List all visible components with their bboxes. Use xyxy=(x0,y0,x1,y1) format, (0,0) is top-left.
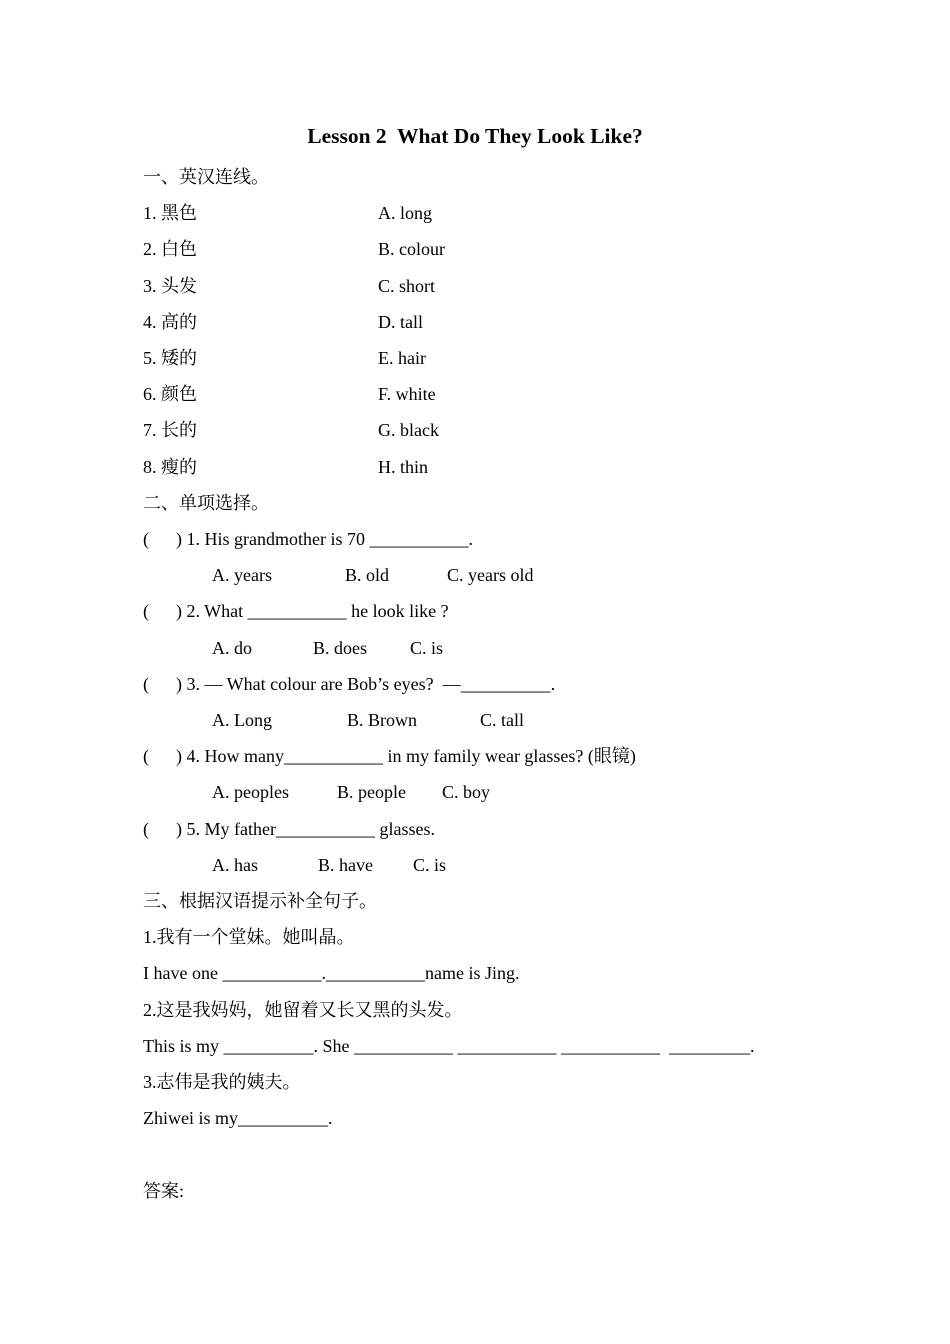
match-chinese-term: 8. 瘦的 xyxy=(143,456,197,477)
section1-heading: 一、英汉连线。 xyxy=(143,167,269,187)
sentence-chinese-prompt: 2.这是我妈妈，她留着又长又黑的头发。 xyxy=(143,999,463,1020)
match-english-option: E. hair xyxy=(378,348,426,369)
match-chinese-term: 3. 头发 xyxy=(143,275,197,296)
option-a: A. has xyxy=(212,854,258,875)
sentence-english-blank: Zhiwei is my__________. xyxy=(143,1108,333,1129)
match-row xyxy=(143,412,900,448)
question-stem: ( ) 1. His grandmother is 70 ___________. xyxy=(143,529,473,550)
question-options xyxy=(212,847,900,883)
match-english-option: C. short xyxy=(378,275,436,296)
question-options xyxy=(212,557,900,593)
question-stem: ( ) 2. What ___________ he look like ? xyxy=(143,601,449,622)
match-row xyxy=(143,304,900,340)
match-row xyxy=(143,231,900,267)
option-c: C. is xyxy=(413,854,447,875)
blank-line xyxy=(143,1136,900,1172)
question-options xyxy=(212,630,900,666)
option-a: A. years xyxy=(212,565,272,586)
question-stem: ( ) 3. — What colour are Bob’s eyes? —__________. xyxy=(143,673,556,694)
section3-heading: 三、根据汉语提示补全句子。 xyxy=(143,891,377,912)
option-c: C. years old xyxy=(447,565,534,586)
match-row xyxy=(143,268,900,304)
match-english-option: G. black xyxy=(378,420,439,441)
match-chinese-term: 5. 矮的 xyxy=(143,348,197,369)
option-b: B. people xyxy=(337,782,406,803)
match-row xyxy=(143,376,900,412)
match-chinese-term: 4. 高的 xyxy=(143,311,197,332)
option-b: B. Brown xyxy=(347,710,418,731)
match-chinese-term: 7. 长的 xyxy=(143,420,197,441)
question-stem: ( ) 5. My father___________ glasses. xyxy=(143,818,435,839)
sentence-english-blank: I have one ___________.___________name is Jing. xyxy=(143,963,520,984)
option-b: B. old xyxy=(345,565,390,586)
option-c: C. tall xyxy=(480,710,524,731)
match-english-option: H. thin xyxy=(378,456,429,477)
match-english-option: D. tall xyxy=(378,311,423,332)
question-options xyxy=(212,702,900,738)
section2-heading: 二、单项选择。 xyxy=(143,492,269,513)
option-c: C. is xyxy=(410,637,444,658)
match-chinese-term: 6. 颜色 xyxy=(143,384,197,405)
option-a: A. Long xyxy=(212,710,272,731)
option-a: A. peoples xyxy=(212,782,289,803)
option-c: C. boy xyxy=(442,782,491,803)
sentence-chinese-prompt: 1.我有一个堂妹。她叫晶。 xyxy=(143,927,355,948)
answers-label: 答案: xyxy=(143,1180,185,1201)
match-english-option: B. colour xyxy=(378,239,445,260)
option-b: B. have xyxy=(318,854,373,875)
worksheet-body xyxy=(143,159,900,1209)
match-row xyxy=(143,449,900,485)
option-a: A. do xyxy=(212,637,252,658)
sentence-chinese-prompt: 3.志伟是我的姨夫。 xyxy=(143,1072,301,1093)
match-row xyxy=(143,340,900,376)
page-title: Lesson 2 What Do They Look Like? xyxy=(307,124,643,148)
match-english-option: F. white xyxy=(378,384,436,405)
match-english-option: A. long xyxy=(378,203,432,224)
match-row xyxy=(143,195,900,231)
question-stem: ( ) 4. How many___________ in my family wear glasses? (眼镜) xyxy=(143,746,636,767)
sentence-english-blank: This is my __________. She ___________ ___________ ___________ _________. xyxy=(143,1035,755,1056)
option-b: B. does xyxy=(313,637,367,658)
match-chinese-term: 2. 白色 xyxy=(143,239,197,260)
question-options xyxy=(212,774,900,810)
match-chinese-term: 1. 黑色 xyxy=(143,203,197,224)
